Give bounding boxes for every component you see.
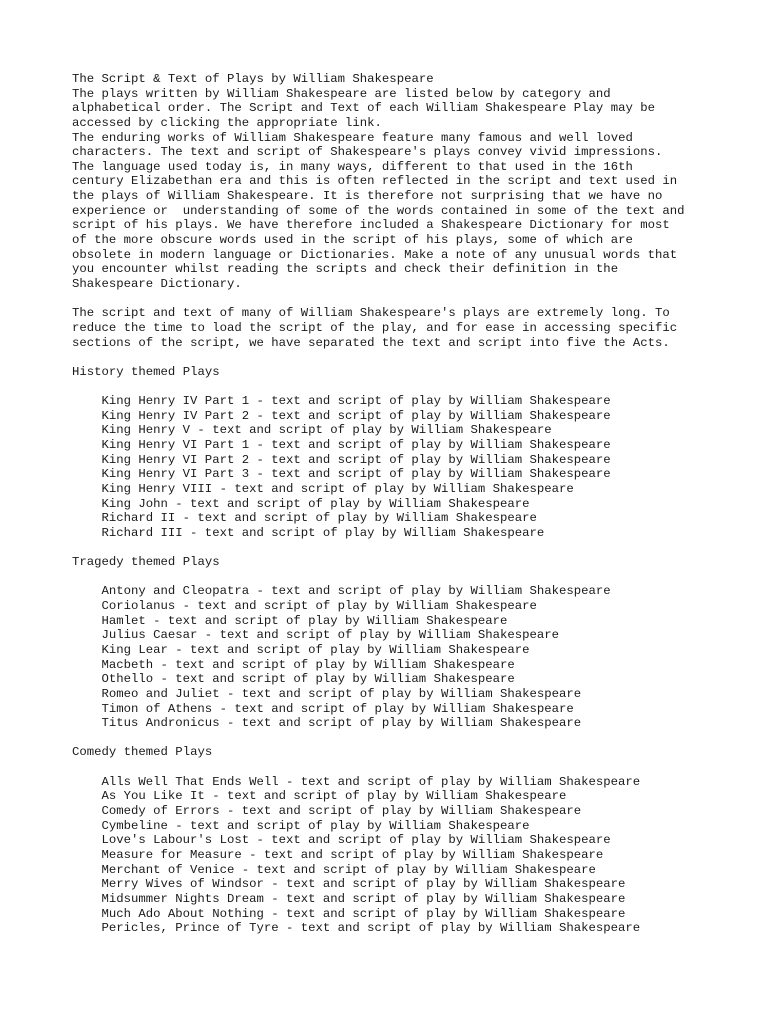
body-line: you encounter whilst reading the scripts and check their definition in the (72, 262, 619, 277)
play-link-coriolanus[interactable]: Coriolanus - text and script of play by William Shakespeare (101, 599, 537, 614)
play-link-richard-iii[interactable]: Richard III - text and script of play by William Shakespeare (101, 525, 545, 540)
acts-line: sections of the script, we have separated the text and script into five the Acts. (72, 335, 670, 350)
history-section-heading: History themed Plays (72, 364, 220, 379)
play-link-king-henry-v[interactable]: King Henry V - text and script of play by William Shakespeare (101, 423, 552, 438)
body-paragraph (72, 131, 752, 292)
play-link-king-john[interactable]: King John - text and script of play by William Shakespeare (101, 496, 530, 511)
spacer (72, 570, 752, 585)
acts-paragraph (72, 306, 752, 350)
acts-line: reduce the time to load the script of the play, and for ease in accessing specific (72, 320, 678, 335)
play-link-alls-well-that-ends-well[interactable]: Alls Well That Ends Well - text and script of play by William Shakespeare (101, 774, 641, 789)
play-link-romeo-and-juliet[interactable]: Romeo and Juliet - text and script of play by William Shakespeare (101, 686, 582, 701)
play-link-othello[interactable]: Othello - text and script of play by William Shakespeare (101, 672, 515, 687)
play-link-king-henry-iv-part-2[interactable]: King Henry IV Part 2 - text and script of play by William Shakespeare (101, 408, 611, 423)
page-title: The Script & Text of Plays by William Shakespeare (72, 72, 434, 86)
play-link-king-lear[interactable]: King Lear - text and script of play by William Shakespeare (101, 642, 530, 657)
acts-line: The script and text of many of William Shakespeare's plays are extremely long. To (72, 306, 670, 321)
comedy-section-heading: Comedy themed Plays (72, 745, 213, 760)
play-link-timon-of-athens[interactable]: Timon of Athens - text and script of play by William Shakespeare (101, 701, 574, 716)
play-link-cymbeline[interactable]: Cymbeline - text and script of play by William Shakespeare (101, 818, 530, 833)
spacer (72, 379, 752, 394)
play-link-king-henry-vi-part-2[interactable]: King Henry VI Part 2 - text and script of play by William Shakespeare (101, 452, 611, 467)
body-line: of the more obscure words used in the script of his plays, some of which are (72, 233, 633, 248)
body-line: the plays of William Shakespeare. It is therefore not surprising that we have no (72, 189, 663, 204)
play-link-king-henry-vi-part-1[interactable]: King Henry VI Part 1 - text and script of play by William Shakespeare (101, 438, 611, 453)
play-link-measure-for-measure[interactable]: Measure for Measure - text and script of play by William Shakespeare (101, 847, 604, 862)
spacer (72, 731, 752, 746)
play-link-hamlet[interactable]: Hamlet - text and script of play by William Shakespeare (101, 613, 508, 628)
spacer (72, 350, 752, 365)
play-link-king-henry-viii[interactable]: King Henry VIII - text and script of play by William Shakespeare (101, 481, 574, 496)
play-link-pericles-prince-of-tyre[interactable]: Pericles, Prince of Tyre - text and script of play by William Shakespeare (101, 921, 641, 936)
play-link-titus-andronicus[interactable]: Titus Andronicus - text and script of play by William Shakespeare (101, 716, 582, 731)
spacer (72, 760, 752, 775)
play-link-merchant-of-venice[interactable]: Merchant of Venice - text and script of play by William Shakespeare (101, 862, 596, 877)
body-line: The enduring works of William Shakespeare feature many famous and well loved (72, 130, 633, 145)
body-line: script of his plays. We have therefore included a Shakespeare Dictionary for most (72, 218, 670, 233)
body-line: obsolete in modern language or Dictionaries. Make a note of any unusual words that (72, 247, 678, 262)
body-line: experience or understanding of some of the words contained in some of the text and (72, 203, 685, 218)
intro-line: alphabetical order. The Script and Text of each William Shakespeare Play may be (72, 101, 655, 116)
play-link-julius-caesar[interactable]: Julius Caesar - text and script of play by William Shakespeare (101, 628, 560, 643)
body-line: The language used today is, in many ways, different to that used in the 16th (72, 159, 633, 174)
play-link-much-ado-about-nothing[interactable]: Much Ado About Nothing - text and script of play by William Shakespeare (101, 906, 626, 921)
body-line: century Elizabethan era and this is often reflected in the script and text used in (72, 174, 678, 189)
spacer (72, 292, 752, 307)
play-link-richard-ii[interactable]: Richard II - text and script of play by William Shakespeare (101, 511, 537, 526)
body-line: Shakespeare Dictionary. (72, 276, 242, 291)
play-link-loves-labours-lost[interactable]: Love's Labour's Lost - text and script of play by William Shakespeare (101, 833, 611, 848)
play-link-as-you-like-it[interactable]: As You Like It - text and script of play by William Shakespeare (101, 789, 567, 804)
tragedy-plays-list (72, 584, 752, 730)
play-link-comedy-of-errors[interactable]: Comedy of Errors - text and script of play by William Shakespeare (101, 804, 582, 819)
play-link-merry-wives-of-windsor[interactable]: Merry Wives of Windsor - text and script of play by William Shakespeare (101, 877, 626, 892)
play-link-midsummer-nights-dream[interactable]: Midsummer Nights Dream - text and script of play by William Shakespeare (101, 891, 626, 906)
intro-paragraph (72, 87, 752, 131)
intro-line: The plays written by William Shakespeare are listed below by category and (72, 86, 611, 101)
spacer (72, 541, 752, 556)
intro-line: accessed by clicking the appropriate link. (72, 115, 382, 130)
play-link-macbeth[interactable]: Macbeth - text and script of play by William Shakespeare (101, 657, 515, 672)
play-link-king-henry-iv-part-1[interactable]: King Henry IV Part 1 - text and script of play by William Shakespeare (101, 394, 611, 409)
tragedy-section-heading: Tragedy themed Plays (72, 555, 220, 570)
history-plays-list (72, 394, 752, 540)
play-link-king-henry-vi-part-3[interactable]: King Henry VI Part 3 - text and script of play by William Shakespeare (101, 467, 611, 482)
comedy-plays-list (72, 775, 752, 936)
body-line: characters. The text and script of Shakespeare's plays convey vivid impressions. (72, 145, 663, 160)
play-link-antony-and-cleopatra[interactable]: Antony and Cleopatra - text and script of play by William Shakespeare (101, 584, 611, 599)
document-page (72, 72, 752, 936)
